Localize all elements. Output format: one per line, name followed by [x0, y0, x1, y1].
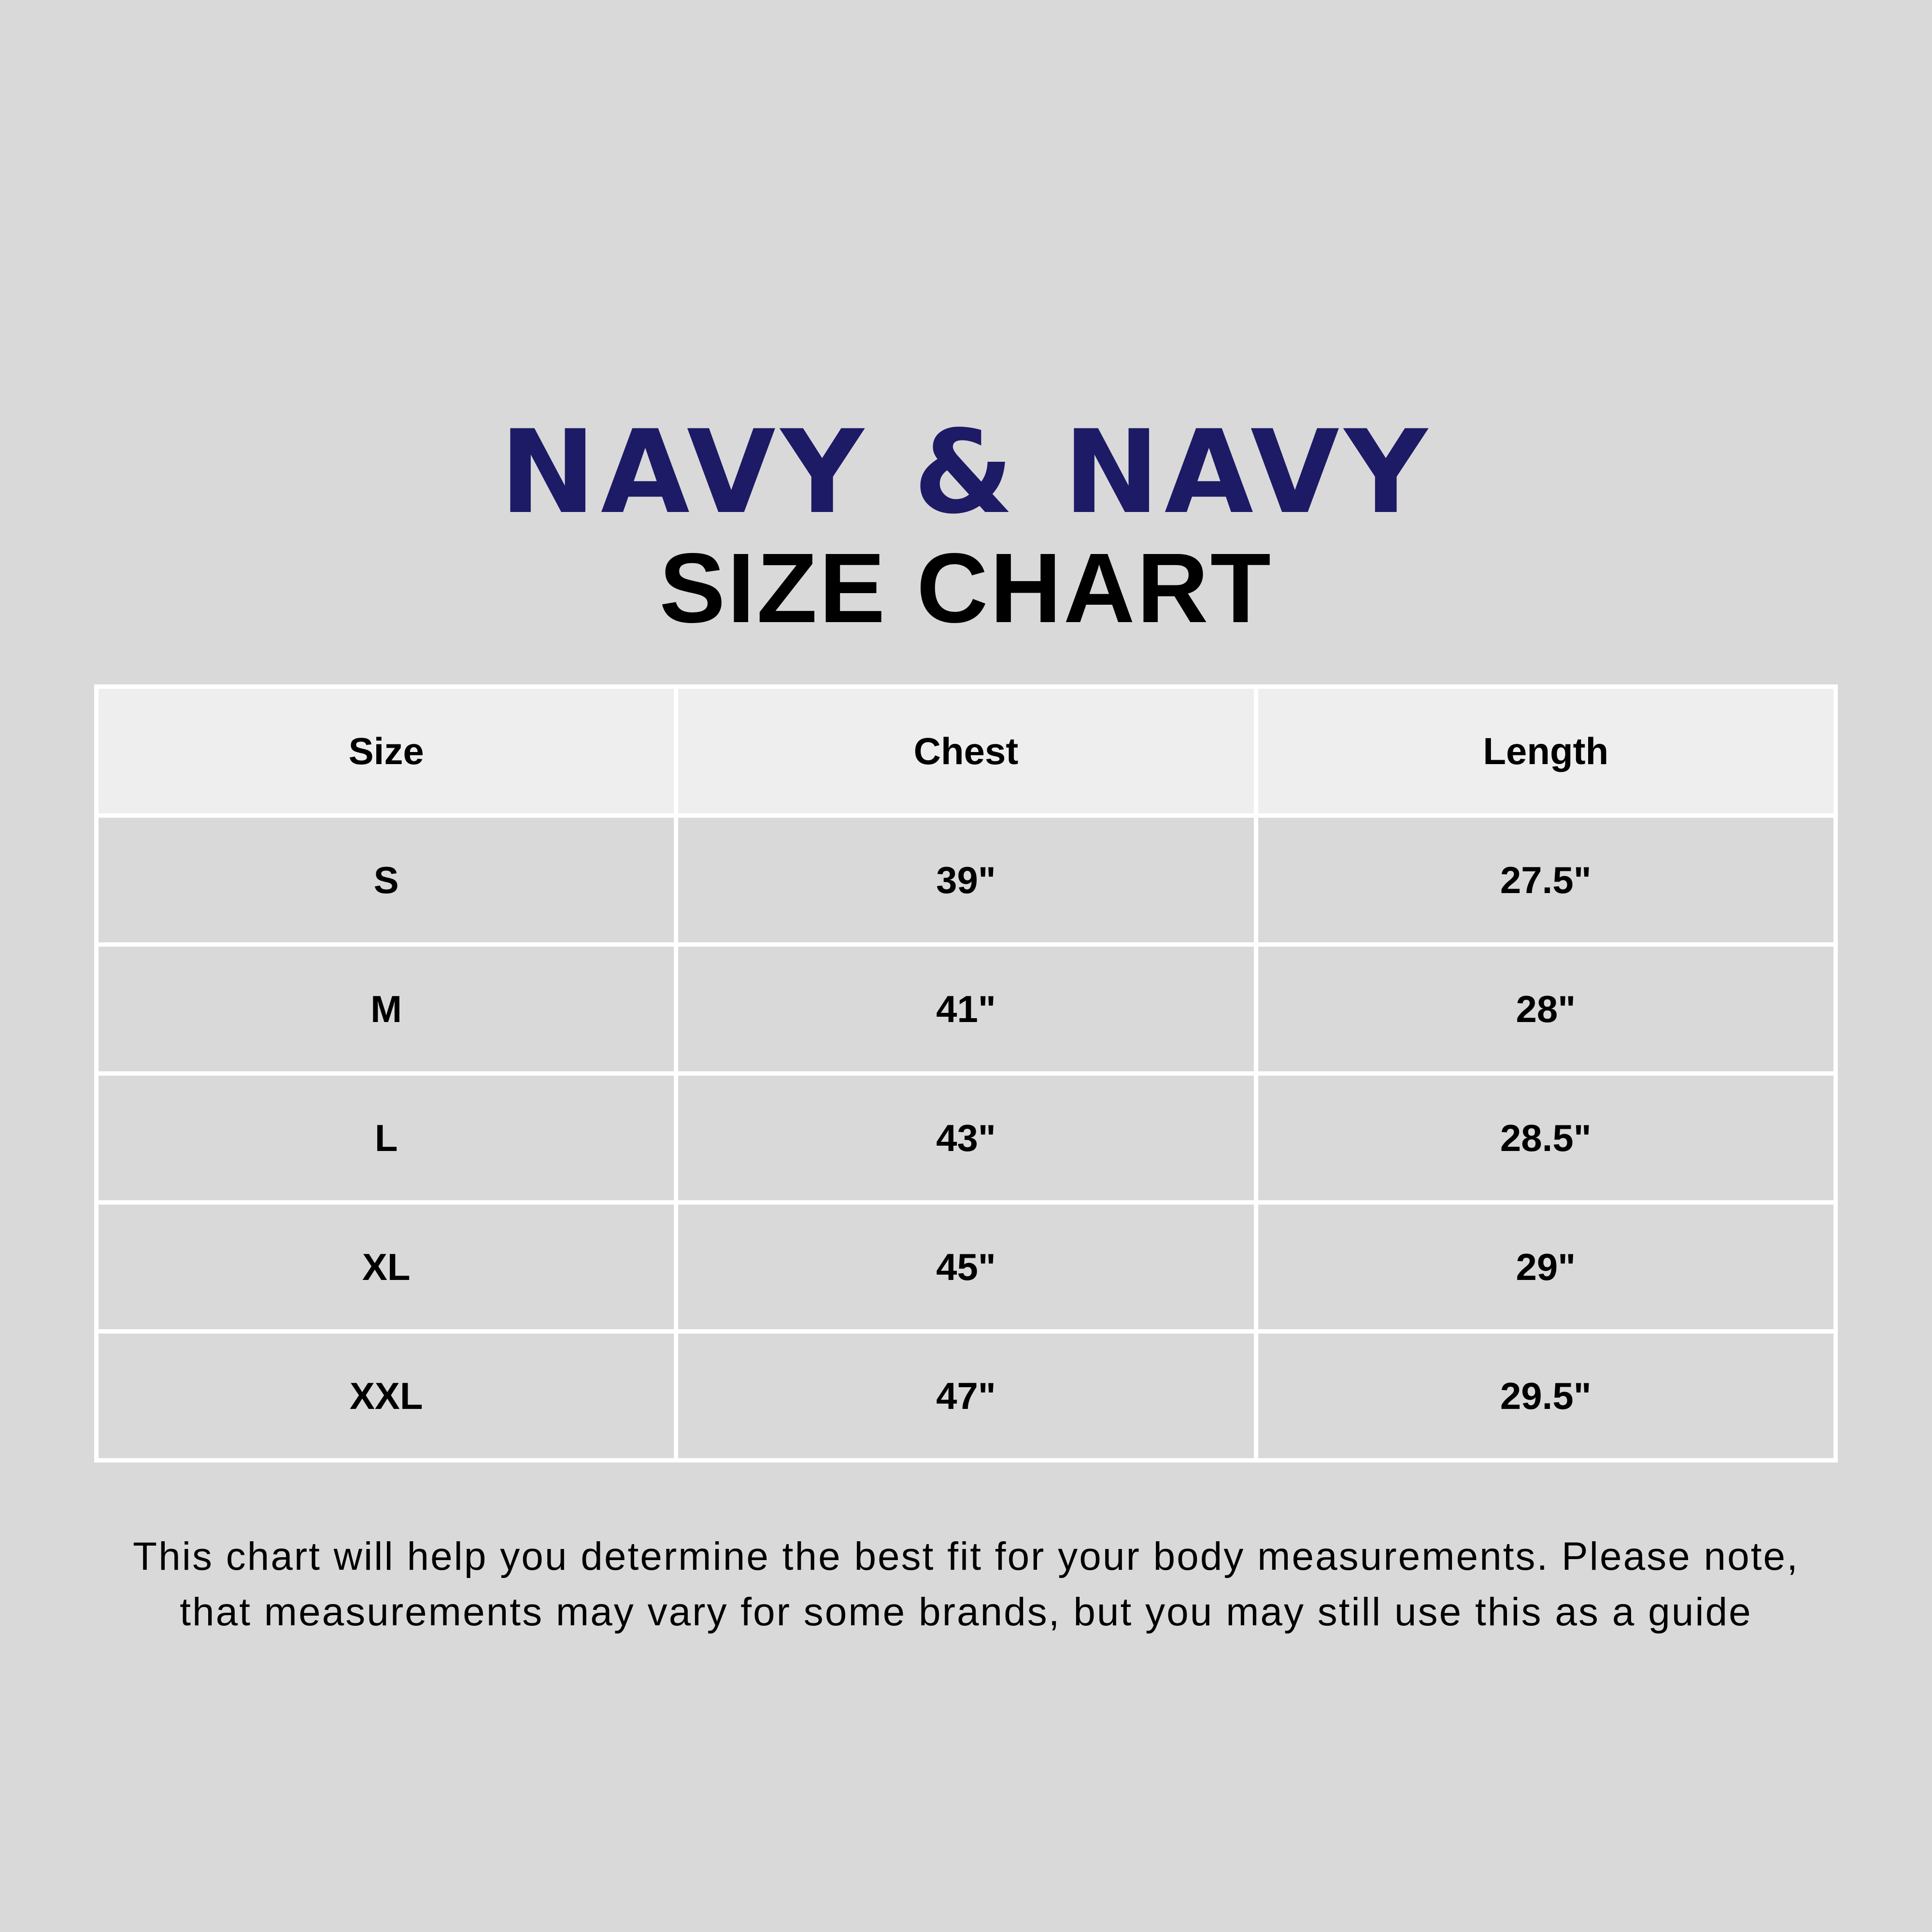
- table-row: [97, 1332, 1836, 1461]
- header-size: Size: [97, 687, 676, 816]
- cell-chest: 39": [676, 816, 1256, 945]
- cell-length: 29": [1256, 1203, 1835, 1332]
- header-length: Length: [1256, 687, 1835, 816]
- cell-chest: 41": [676, 945, 1256, 1074]
- page-title: SIZE CHART: [659, 533, 1273, 643]
- cell-length: 29.5": [1256, 1332, 1835, 1461]
- table-body: [97, 816, 1836, 1461]
- cell-length: 28.5": [1256, 1074, 1835, 1203]
- fit-note-line-2: that measurements may vary for some brands, but you may still use this as a guide: [180, 1590, 1752, 1634]
- cell-chest: 47": [676, 1332, 1256, 1461]
- cell-size: S: [97, 816, 676, 945]
- table-row: [97, 945, 1836, 1074]
- table-row: [97, 1074, 1836, 1203]
- table-row: [97, 816, 1836, 945]
- table-header-row: [97, 687, 1836, 816]
- cell-size: XL: [97, 1203, 676, 1332]
- cell-size: L: [97, 1074, 676, 1203]
- cell-size: M: [97, 945, 676, 1074]
- fit-note-line-1: This chart will help you determine the best fit for your body measurements. Please note,: [133, 1534, 1799, 1578]
- fit-note: [0, 1529, 1932, 1640]
- cell-length: 28": [1256, 945, 1835, 1074]
- cell-length: 27.5": [1256, 816, 1835, 945]
- cell-chest: 43": [676, 1074, 1256, 1203]
- header-chest: Chest: [676, 687, 1256, 816]
- table-header: [97, 687, 1836, 816]
- size-table: [94, 684, 1838, 1463]
- table-row: [97, 1203, 1836, 1332]
- cell-chest: 45": [676, 1203, 1256, 1332]
- brand-title: NAVY & NAVY: [499, 406, 1433, 540]
- cell-size: XXL: [97, 1332, 676, 1461]
